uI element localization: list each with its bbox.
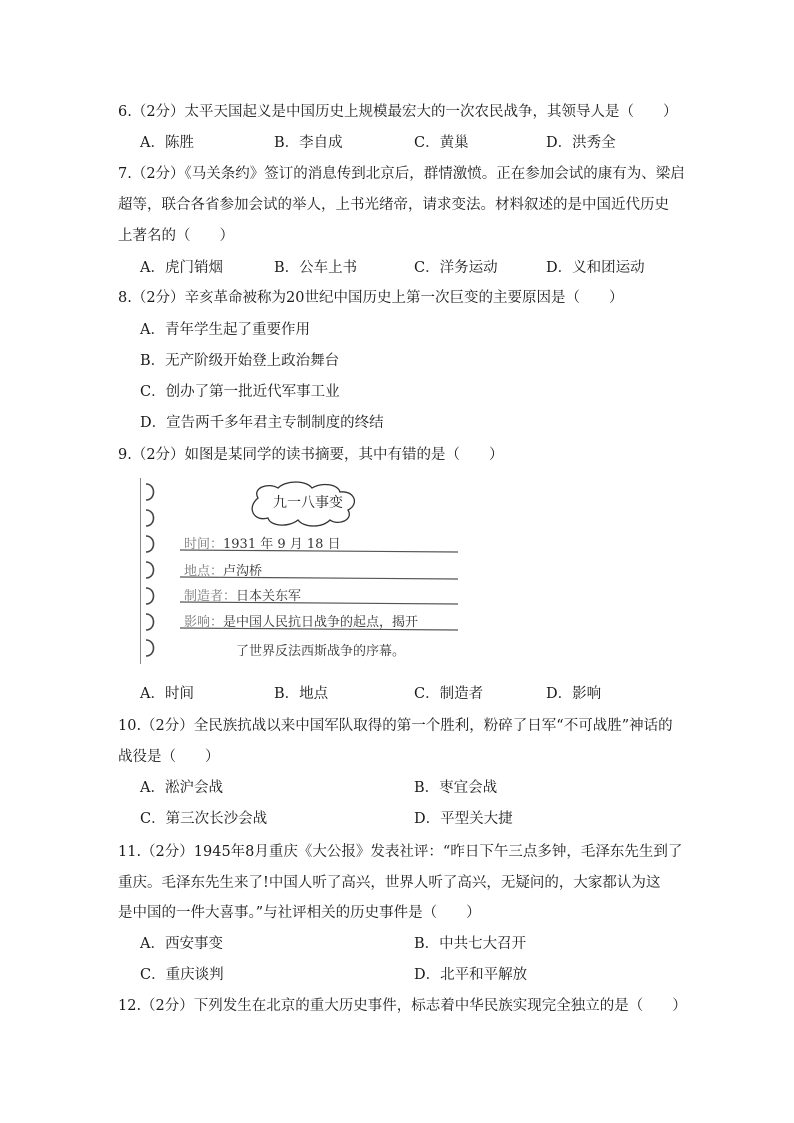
q10-option-a: A．淞沪会战 [140,780,223,796]
question-8-stem: 8.（2分）辛亥革命被称为20世纪中国历史上第一次巨变的主要原因是（ ） [118,290,624,306]
question-6-stem: 6.（2分）太平天国起义是中国历史上规模最宏大的一次农民战争，其领导人是（ ） [118,104,678,120]
q9-option-a: A．时间 [140,686,194,702]
question-11-stem-line-2: 重庆。毛泽东先生来了!中国人听了高兴，世界人听了高兴，无疑问的，大家都认为这 [118,875,661,891]
q10-option-d: D．平型关大捷 [414,811,513,827]
q8-option-d: D．宣告两千多年君主专制制度的终结 [140,415,384,431]
notebook-value-time: 1931 年 9 月 18 日 [223,537,341,552]
question-7-stem-line-1: 7.（2分）《马关条约》签订的消息传到北京后，群情激愤。正在参加会试的康有为、梁启 [118,166,685,182]
q6-option-b: B．李自成 [274,135,343,151]
q8-option-b: B．无产阶级开始登上政治舞台 [140,353,340,369]
q6-option-d: D．洪秀全 [546,135,616,151]
notebook-title: 九一八事变 [273,495,343,511]
q7-option-a: A．虎门销烟 [140,260,223,276]
q7-option-d: D．义和团运动 [546,260,645,276]
notebook-row-time [184,533,341,552]
notebook-row-maker [184,585,301,604]
q9-option-d: D．影响 [546,686,602,702]
q11-option-d: D．北平和平解放 [414,967,528,983]
q11-option-c: C．重庆谈判 [140,967,224,983]
question-7-stem-line-3: 上著名的（ ） [118,228,234,244]
question-9-stem: 9.（2分）如图是某同学的读书摘要，其中有错的是（ ） [118,447,504,463]
question-12-stem: 12.（2分）下列发生在北京的重大历史事件，标志着中华民族实现完全独立的是（ ） [118,998,687,1014]
notebook-value-place: 卢沟桥 [223,564,263,579]
q9-option-c: C．制造者 [414,686,484,702]
notebook-label-place: 地点： [184,564,224,579]
question-10-stem-line-2: 战役是（ ） [118,749,220,765]
q10-option-c: C．第三次长沙会战 [140,811,268,827]
notebook-label-time: 时间： [184,537,224,552]
notebook-value-impact: 是中国人民抗日战争的起点，揭开 [223,615,419,630]
notebook-value-maker: 日本关东军 [236,589,302,604]
question-10-stem-line-1: 10.（2分）全民族抗战以来中国军队取得的第一个胜利，粉碎了日军“不可战胜”神话的 [118,718,673,734]
notebook-row-place [184,560,262,579]
q8-option-a: A．青年学生起了重要作用 [140,322,310,338]
question-11-stem-line-1: 11.（2分）1945年8月重庆《大公报》发表社评：“昨日下午三点多钟，毛泽东先生到了 [118,844,683,860]
notebook-label-maker: 制造者： [184,589,237,604]
q10-option-b: B．枣宜会战 [414,780,498,796]
notebook-impact-continuation: 了世界反法西斯战争的序幕。 [236,644,406,659]
notebook-label-impact: 影响： [184,615,224,630]
q7-option-b: B．公车上书 [274,260,358,276]
q6-option-c: C．黄巢 [414,135,469,151]
q7-option-c: C．洋务运动 [414,260,498,276]
notebook-row-impact [184,611,418,630]
q6-option-a: A．陈胜 [140,135,194,151]
question-7-stem-line-2: 超等，联合各省参加会试的举人，上书光绪帝，请求变法。材料叙述的是中国近代历史 [118,197,669,213]
q11-option-a: A．西安事变 [140,936,223,952]
q11-option-b: B．中共七大召开 [414,936,527,952]
question-11-stem-line-3: 是中国的一件大喜事。”与社评相关的历史事件是（ ） [118,905,481,921]
q9-option-b: B．地点 [274,686,329,702]
reading-notes-figure [140,478,470,668]
q8-option-c: C．创办了第一批近代军事工业 [140,384,340,400]
